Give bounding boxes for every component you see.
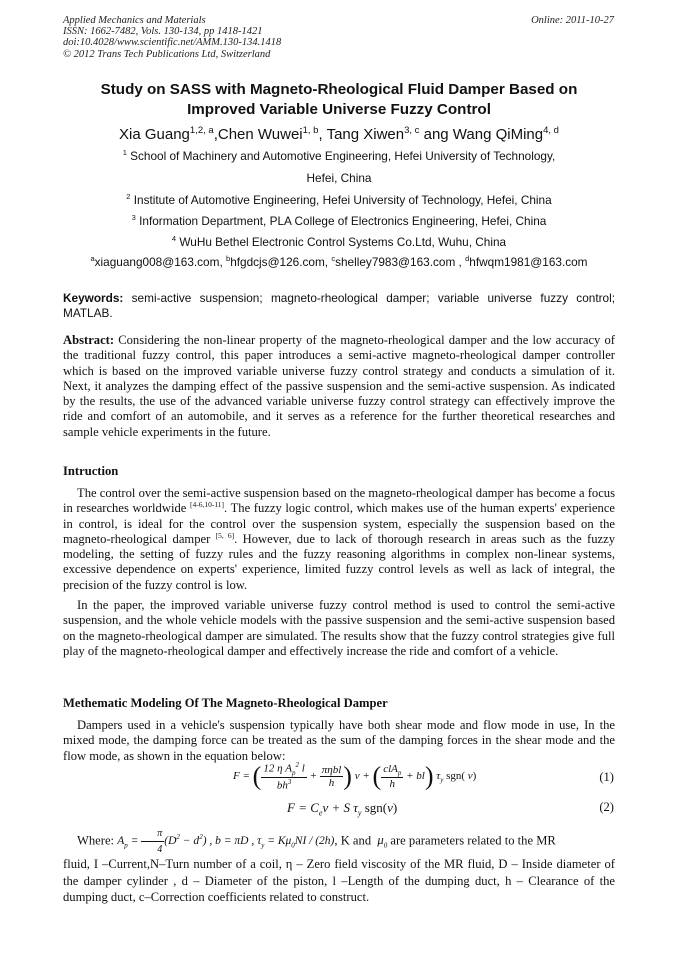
abstract-text: Considering the non-linear property of the magneto-rheological damper and the low accuracy of the traditional fuzzy control, this paper introduces a semi-active magneto-rheological damper controller which is based on the improved variable universe fuzzy control strategy and conducts a simulation of it. Next, it analyzes the damping effect of the passive suspension and the semi-active suspension. As indicated by the results, the use of the advanced variable universe fuzzy control strategy can effectively improve the ride and comfort of an automobile, and it serves as a reference for the further theoretical researches and sample vehicle experiments in the future. <box>63 333 615 439</box>
journal-header <box>63 15 281 60</box>
copyright-line: © 2012 Trans Tech Publications Ltd, Switzerland <box>63 48 271 60</box>
email-link[interactable]: hfgdcjs@126.com, <box>230 255 332 269</box>
where-line <box>63 826 615 858</box>
journal-name: Applied Mechanics and Materials <box>63 15 206 26</box>
abstract <box>63 333 615 440</box>
equation-2: $F = C_ev + S$ $\tau_y$ sgn(v) <box>287 800 398 818</box>
equation-number: (1) <box>599 770 614 784</box>
where-text: , K and <box>334 833 372 848</box>
doi-line: doi:10.4028/www.scientific.net/AMM.130-134.1418 <box>63 37 282 49</box>
intro-text: . However, due to lack of thorough research in areas such as the fuzzy modeling, the setting of fuzzy rules and the fuzzy reasoning algorithms in complex non-linear systems, excessive dependence on experts' experience, limited fuzzy control levels as well as lack of integral, the precision of the fuzzy control is low. <box>63 531 616 592</box>
section-heading-model: Methematic Modeling Of The Magneto-Rheological Damper <box>63 696 388 710</box>
affiliation-text-cont: Hefei, China <box>306 171 372 185</box>
title-line-2: Improved Variable Universe Fuzzy Control <box>187 101 491 118</box>
email-sup: b <box>226 254 231 264</box>
email-sup: a <box>90 254 95 264</box>
affiliation-text: Institute of Automotive Engineering, Hefei University of Technology, Hefei, China <box>133 193 552 207</box>
where-label: Where: <box>77 833 115 848</box>
author-name: Xia Guang <box>119 126 190 143</box>
issn-line: ISSN: 1662-7482, Vols. 130-134, pp 1418-1421 <box>63 26 263 38</box>
author-affil-sup: 4, d <box>543 125 559 136</box>
keywords-text: semi-active suspension; magneto-rheological damper; variable universe fuzzy control; MATLAB. <box>63 291 615 320</box>
author-name: ang Wang QiMing <box>423 126 544 143</box>
affiliation-number: 4 <box>171 234 177 244</box>
affiliation-number: 3 <box>131 213 136 223</box>
affiliation-text: School of Machinery and Automotive Engineering, Hefei University of Technology, <box>130 149 556 163</box>
paper-title <box>63 80 615 120</box>
where-text: are parameters related to the MR <box>387 833 556 848</box>
affiliation-number: 1 <box>122 148 127 158</box>
citation-ref[interactable]: [5, 6] <box>215 530 235 540</box>
author-separator: , <box>318 126 327 143</box>
intro-paragraph-2: In the paper, the improved variable universe fuzzy control method is used to control the semi-active suspension, and the whole vehicle models with the passive suspension and the semi-active suspension based on the magneto-rheological damper are simulated. The results show that the fuzzy control strategies give full play of the magneto-rheological damper and effectively increase the ride and comfort of a vehicle. <box>63 598 615 658</box>
where-continuation: fluid, I –Current,N–Turn number of a coil, η – Zero field viscosity of the MR fluid, D – Inside diameter of the damper cylinder , d – Diameter of the piston, l –Length of the dumping duct, h – Clearance of the dumping duct, c–Correction coefficients related to construct. <box>63 857 615 904</box>
affiliation-3 <box>63 213 615 229</box>
author-name: Chen Wuwei <box>217 126 303 143</box>
author-emails <box>63 255 615 269</box>
intro-text: The control over the semi-active suspension based on the magneto-rheological damper has become a focus in researches worldwide <box>63 486 615 516</box>
equation-number: (2) <box>599 800 614 814</box>
keywords-label: Keywords: <box>63 291 124 305</box>
intro-paragraph-1 <box>63 486 615 593</box>
model-paragraph-1: Dampers used in a vehicle's suspension typically have both shear mode and flow mode in use, In the mixed mode, the damping force can be treated as the sum of the damping forces in the shear mode and the flow mode, as shown in the equation below: <box>63 718 615 763</box>
affiliation-number: 2 <box>126 192 131 202</box>
author-affil-sup: 1, b <box>302 125 319 136</box>
email-sup: c <box>331 254 336 264</box>
keywords <box>63 291 615 321</box>
equation-1: F = ( $\frac{12 \eta A_p^2 l}{bh^3}$ + $\frac{\text{πηbl}}{h}$ ) v + ( $\frac{clA_p}{h}$ + bl) $\tau_y$ sgn( v) <box>233 761 477 792</box>
email-link[interactable]: hfwqm1981@163.com <box>469 255 588 269</box>
online-date: Online: 2011-10-27 <box>531 15 614 26</box>
title-line-1: Study on SASS with Magneto-Rheological Fluid Damper Based on <box>100 81 578 98</box>
affiliation-2 <box>63 192 615 208</box>
section-heading-intro: Intruction <box>63 464 119 478</box>
citation-ref[interactable]: [4-6,10-11] <box>189 500 225 510</box>
author-affil-sup: 1,2, a <box>189 125 214 136</box>
email-sup: d <box>465 254 470 264</box>
affiliation-1 <box>63 148 615 186</box>
author-affil-sup: 3, c <box>404 125 420 136</box>
author-separator: , <box>213 126 218 143</box>
where-formulas: $A_p$ = $\frac{\pi}{4}$ $(D^2 - d^2)$ , b = πD , $\tau_y = K\mu_0NI / (2h)$ <box>117 828 335 856</box>
email-link[interactable]: xiaguang008@163.com, <box>94 255 227 269</box>
author-list <box>63 122 615 144</box>
abstract-label: Abstract: <box>63 333 115 347</box>
mu0-symbol: $\mu_0$ <box>377 833 388 850</box>
email-link[interactable]: shelley7983@163.com , <box>335 255 466 269</box>
intro-text: . The fuzzy logic control, which makes use of the human experts' experience in control, is ideal for the control over the suspension system, especially the suspension based on the magneto-rheological damper <box>63 501 615 546</box>
affiliation-text: Information Department, PLA College of Electronics Engineering, Hefei, China <box>139 214 547 228</box>
affiliation-text: WuHu Bethel Electronic Control Systems Co.Ltd, Wuhu, China <box>179 235 507 249</box>
affiliation-4 <box>63 234 615 250</box>
author-name: Tang Xiwen <box>326 126 405 143</box>
